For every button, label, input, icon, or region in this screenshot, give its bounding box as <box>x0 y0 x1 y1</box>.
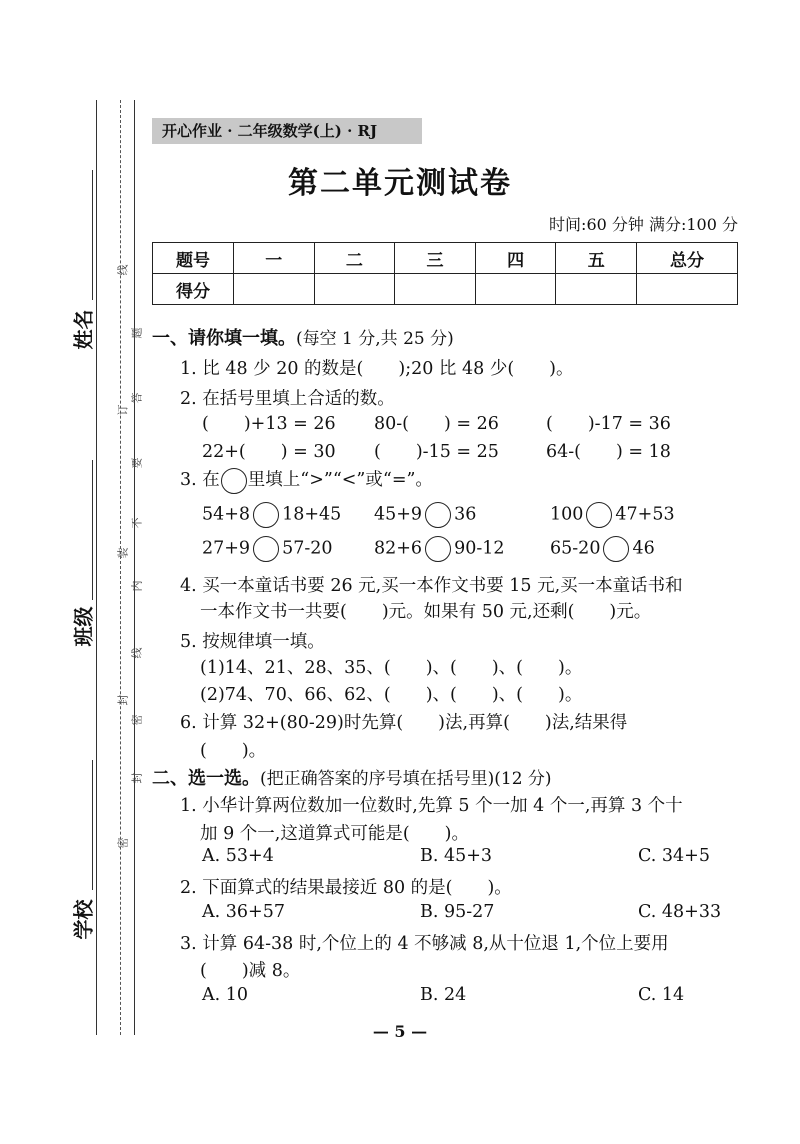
section-2-title: 二、选一选。 <box>152 768 260 789</box>
exam-meta: 时间:60 分钟 满分:100 分 <box>549 215 738 234</box>
class-label: 班级 <box>71 606 96 647</box>
q3-compare-item <box>374 536 505 562</box>
compare-circle[interactable] <box>253 536 279 562</box>
compare-left: 45+9 <box>374 504 423 525</box>
class-field[interactable] <box>92 460 93 600</box>
q3-compare-item <box>550 502 675 528</box>
cut-mark: 内 <box>130 580 144 592</box>
question-1-6-line-2: ( )。 <box>200 741 267 761</box>
option: C. 14 <box>638 985 685 1005</box>
score-table-score-row <box>153 274 738 305</box>
school-field[interactable] <box>92 760 93 890</box>
score-cell[interactable] <box>475 274 556 305</box>
q3-compare-item <box>202 502 341 528</box>
section-1-note: (每空 1 分,共 25 分) <box>296 329 454 349</box>
section-1-heading <box>152 324 454 350</box>
question-1-2: 2. 在括号里填上合适的数。 <box>180 389 395 409</box>
q2-item: ( )-17 = 36 <box>546 414 671 434</box>
section-2-note: (把正确答案的序号填在括号里)(12 分) <box>260 769 552 789</box>
score-header-cell: 二 <box>314 243 395 274</box>
score-header-cell: 三 <box>395 243 476 274</box>
compare-right: 57-20 <box>282 538 333 559</box>
question-1-3 <box>180 466 433 494</box>
question-2-3-line-2: ( )减 8。 <box>200 961 301 981</box>
score-cell[interactable] <box>556 274 637 305</box>
cut-mark: 订 <box>116 404 130 416</box>
school-label: 学校 <box>71 899 96 940</box>
compare-right: 46 <box>632 538 655 559</box>
section-1-title: 一、请你填一填。 <box>152 328 296 349</box>
score-row-label: 得分 <box>153 274 234 305</box>
compare-left: 100 <box>550 504 584 525</box>
cut-mark: 密 <box>130 714 144 726</box>
compare-right: 47+53 <box>615 504 675 525</box>
cut-mark: 要 <box>130 457 144 469</box>
question-2-2: 2. 下面算式的结果最接近 80 的是( )。 <box>180 878 512 898</box>
option: B. 24 <box>420 985 467 1005</box>
question-1-4-line-1: 4. 买一本童话书要 26 元,买一本作文书要 15 元,买一本童话书和 <box>180 576 683 596</box>
question-1-5: 5. 按规律填一填。 <box>180 632 325 652</box>
cut-mark: 密 <box>116 837 130 849</box>
compare-circle-icon <box>221 468 247 494</box>
compare-right: 90-12 <box>454 538 505 559</box>
q3-suffix: 里填上“>”“<”或“=”。 <box>247 470 433 490</box>
score-cell[interactable] <box>234 274 315 305</box>
question-2-1-line-1: 1. 小华计算两位数加一位数时,先算 5 个一加 4 个一,再算 3 个十 <box>180 796 683 816</box>
name-label: 姓名 <box>71 309 96 350</box>
compare-circle[interactable] <box>425 502 451 528</box>
q2-item: ( )+13 = 26 <box>202 414 336 434</box>
score-cell[interactable] <box>395 274 476 305</box>
score-header-cell: 题号 <box>153 243 234 274</box>
q2-item: 22+( ) = 30 <box>202 442 336 462</box>
score-cell[interactable] <box>314 274 395 305</box>
binding-line-2 <box>134 100 135 1035</box>
option: A. 36+57 <box>202 902 285 922</box>
score-header-cell: 一 <box>234 243 315 274</box>
cut-mark: 封 <box>116 694 130 706</box>
cut-mark: 线 <box>116 264 130 276</box>
page-number: — 5 — <box>372 1022 428 1041</box>
compare-right: 36 <box>454 504 477 525</box>
cut-mark: 线 <box>130 647 144 659</box>
option: B. 95-27 <box>420 902 495 922</box>
question-2-1-line-2: 加 9 个一,这道算式可能是( )。 <box>200 824 469 844</box>
q2-item: 64-( ) = 18 <box>546 442 671 462</box>
binding-cut-line <box>120 100 121 1035</box>
cut-mark: 题 <box>130 327 144 339</box>
compare-left: 27+9 <box>202 538 251 559</box>
cut-mark: 装 <box>116 547 130 559</box>
option: C. 48+33 <box>638 902 722 922</box>
cut-mark: 封 <box>130 772 144 784</box>
q3-compare-item <box>202 536 333 562</box>
score-header-cell: 五 <box>556 243 637 274</box>
question-1-5-b: (2)74、70、66、62、( )、( )、( )。 <box>200 685 583 705</box>
q3-compare-item <box>374 502 476 528</box>
compare-circle[interactable] <box>603 536 629 562</box>
score-table <box>152 242 738 305</box>
q2-item: 80-( ) = 26 <box>374 414 499 434</box>
compare-circle[interactable] <box>253 502 279 528</box>
compare-left: 54+8 <box>202 504 251 525</box>
option: B. 45+3 <box>420 846 493 866</box>
score-header-cell: 四 <box>475 243 556 274</box>
q2-item: ( )-15 = 25 <box>374 442 499 462</box>
compare-left: 82+6 <box>374 538 423 559</box>
question-1-6-line-1: 6. 计算 32+(80-29)时先算( )法,再算( )法,结果得 <box>180 713 628 733</box>
score-header-cell: 总分 <box>637 243 738 274</box>
cut-mark: 答 <box>130 392 144 404</box>
q3-prefix: 3. 在 <box>180 470 220 490</box>
compare-circle[interactable] <box>425 536 451 562</box>
question-1-4-line-2: 一本作文书一共要( )元。如果有 50 元,还剩( )元。 <box>200 602 652 622</box>
compare-circle[interactable] <box>586 502 612 528</box>
option: A. 10 <box>202 985 249 1005</box>
option: A. 53+4 <box>202 846 274 866</box>
score-table-header-row <box>153 243 738 274</box>
section-2-heading <box>152 764 552 790</box>
page-title: 第二单元测试卷 <box>288 166 512 201</box>
question-1-1: 1. 比 48 少 20 的数是( );20 比 48 少( )。 <box>180 359 574 379</box>
score-cell[interactable] <box>637 274 738 305</box>
cut-mark: 不 <box>130 517 144 529</box>
compare-right: 18+45 <box>282 504 342 525</box>
q3-compare-item <box>550 536 655 562</box>
question-2-3-line-1: 3. 计算 64-38 时,个位上的 4 不够减 8,从十位退 1,个位上要用 <box>180 934 669 954</box>
binding-line-1 <box>96 100 97 1035</box>
option: C. 34+5 <box>638 846 710 866</box>
series-banner: 开心作业 · 二年级数学(上) · RJ <box>152 118 422 144</box>
question-1-5-a: (1)14、21、28、35、( )、( )、( )。 <box>200 658 583 678</box>
compare-left: 65-20 <box>550 538 601 559</box>
